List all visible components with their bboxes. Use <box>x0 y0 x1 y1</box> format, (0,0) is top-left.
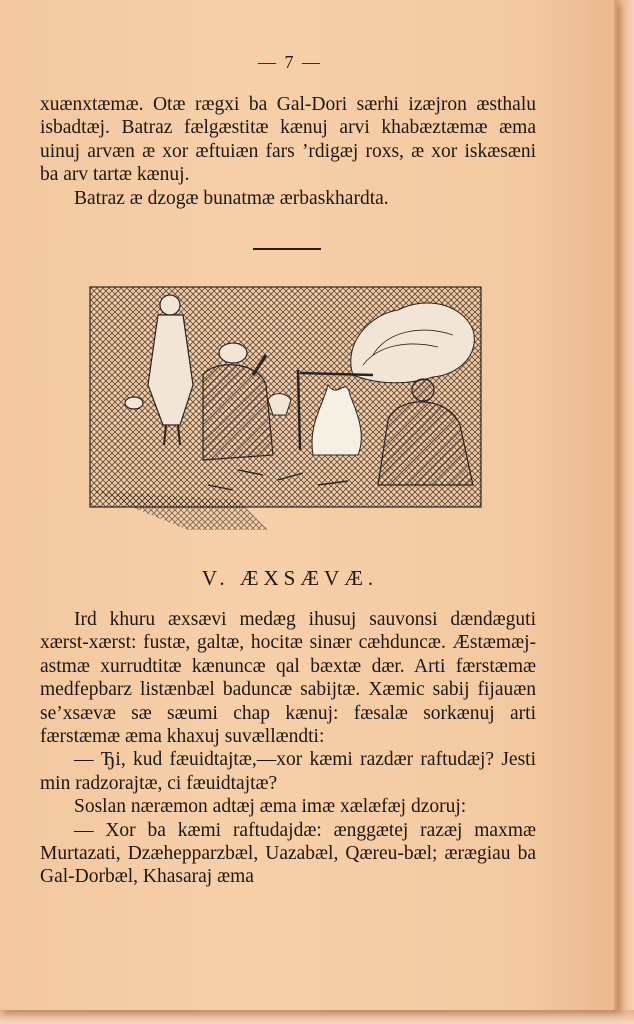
section-divider <box>253 248 321 250</box>
page-number: — 7 — <box>258 52 322 72</box>
body-paragraph-3: Soslan næræmon adtæj æma imæ xælæfæj dzoruj: <box>74 796 467 818</box>
body-paragraph-4: — Xor ba kæmi raftudajdæ: ænggætej razæj maxmæ Murtazati, Dzæhepparzbæl, Uazabæl, Qæreu-bæl; ærægiau ba Gal-Dorbæl, Khasaraj æma <box>40 819 536 888</box>
top-paragraph-2: Batraz æ dzogæ bunatmæ ærbaskhardta. <box>74 187 389 209</box>
body-text-block <box>40 608 536 889</box>
body-paragraph-1: Ird khuru æxsævi medæg ihusuj sauvonsi dændæguti xærst-xærst: fustæ, galtæ, hocitæ sinær cæhduncæ. Æstæmæj-astmæ xurrudtitæ kænuncæ qal bæxtæ dær. Arti færstæmæ medfepbarz listænbæl baduncæ sabijtæ. Xæmic sabij fijauæn se’xsævæ sæ sæumi chap kænuj: fæsalæ sorkænuj arti færstæmæ æma khaxuj suvællændti: <box>40 609 536 748</box>
campfire-illustration <box>88 285 483 530</box>
top-paragraph-1: xuænxtæmæ. Otæ rægxi ba Gal-Dori særhi izæjron æsthalu isbadtæj. Batraz fælgæstitæ kænuj arvi khabæztæmæ æma uinuj arvæn æ xor æftuiæn fars ’rdigæj roxs, æ xor iskæsæni ba arv tartæ kænuj. <box>40 94 536 186</box>
page-edge-bottom <box>0 1010 634 1024</box>
page-edge-right <box>614 0 634 1024</box>
top-text-block <box>40 93 536 210</box>
chapter-title: V. ÆXSÆVÆ. <box>201 566 379 590</box>
body-paragraph-2: — Ђi, kud fæuidtajtæ,—xor kæmi razdær raftudæj? Jesti min radzorajtæ, ci fæuidtajtæ? <box>40 749 536 794</box>
